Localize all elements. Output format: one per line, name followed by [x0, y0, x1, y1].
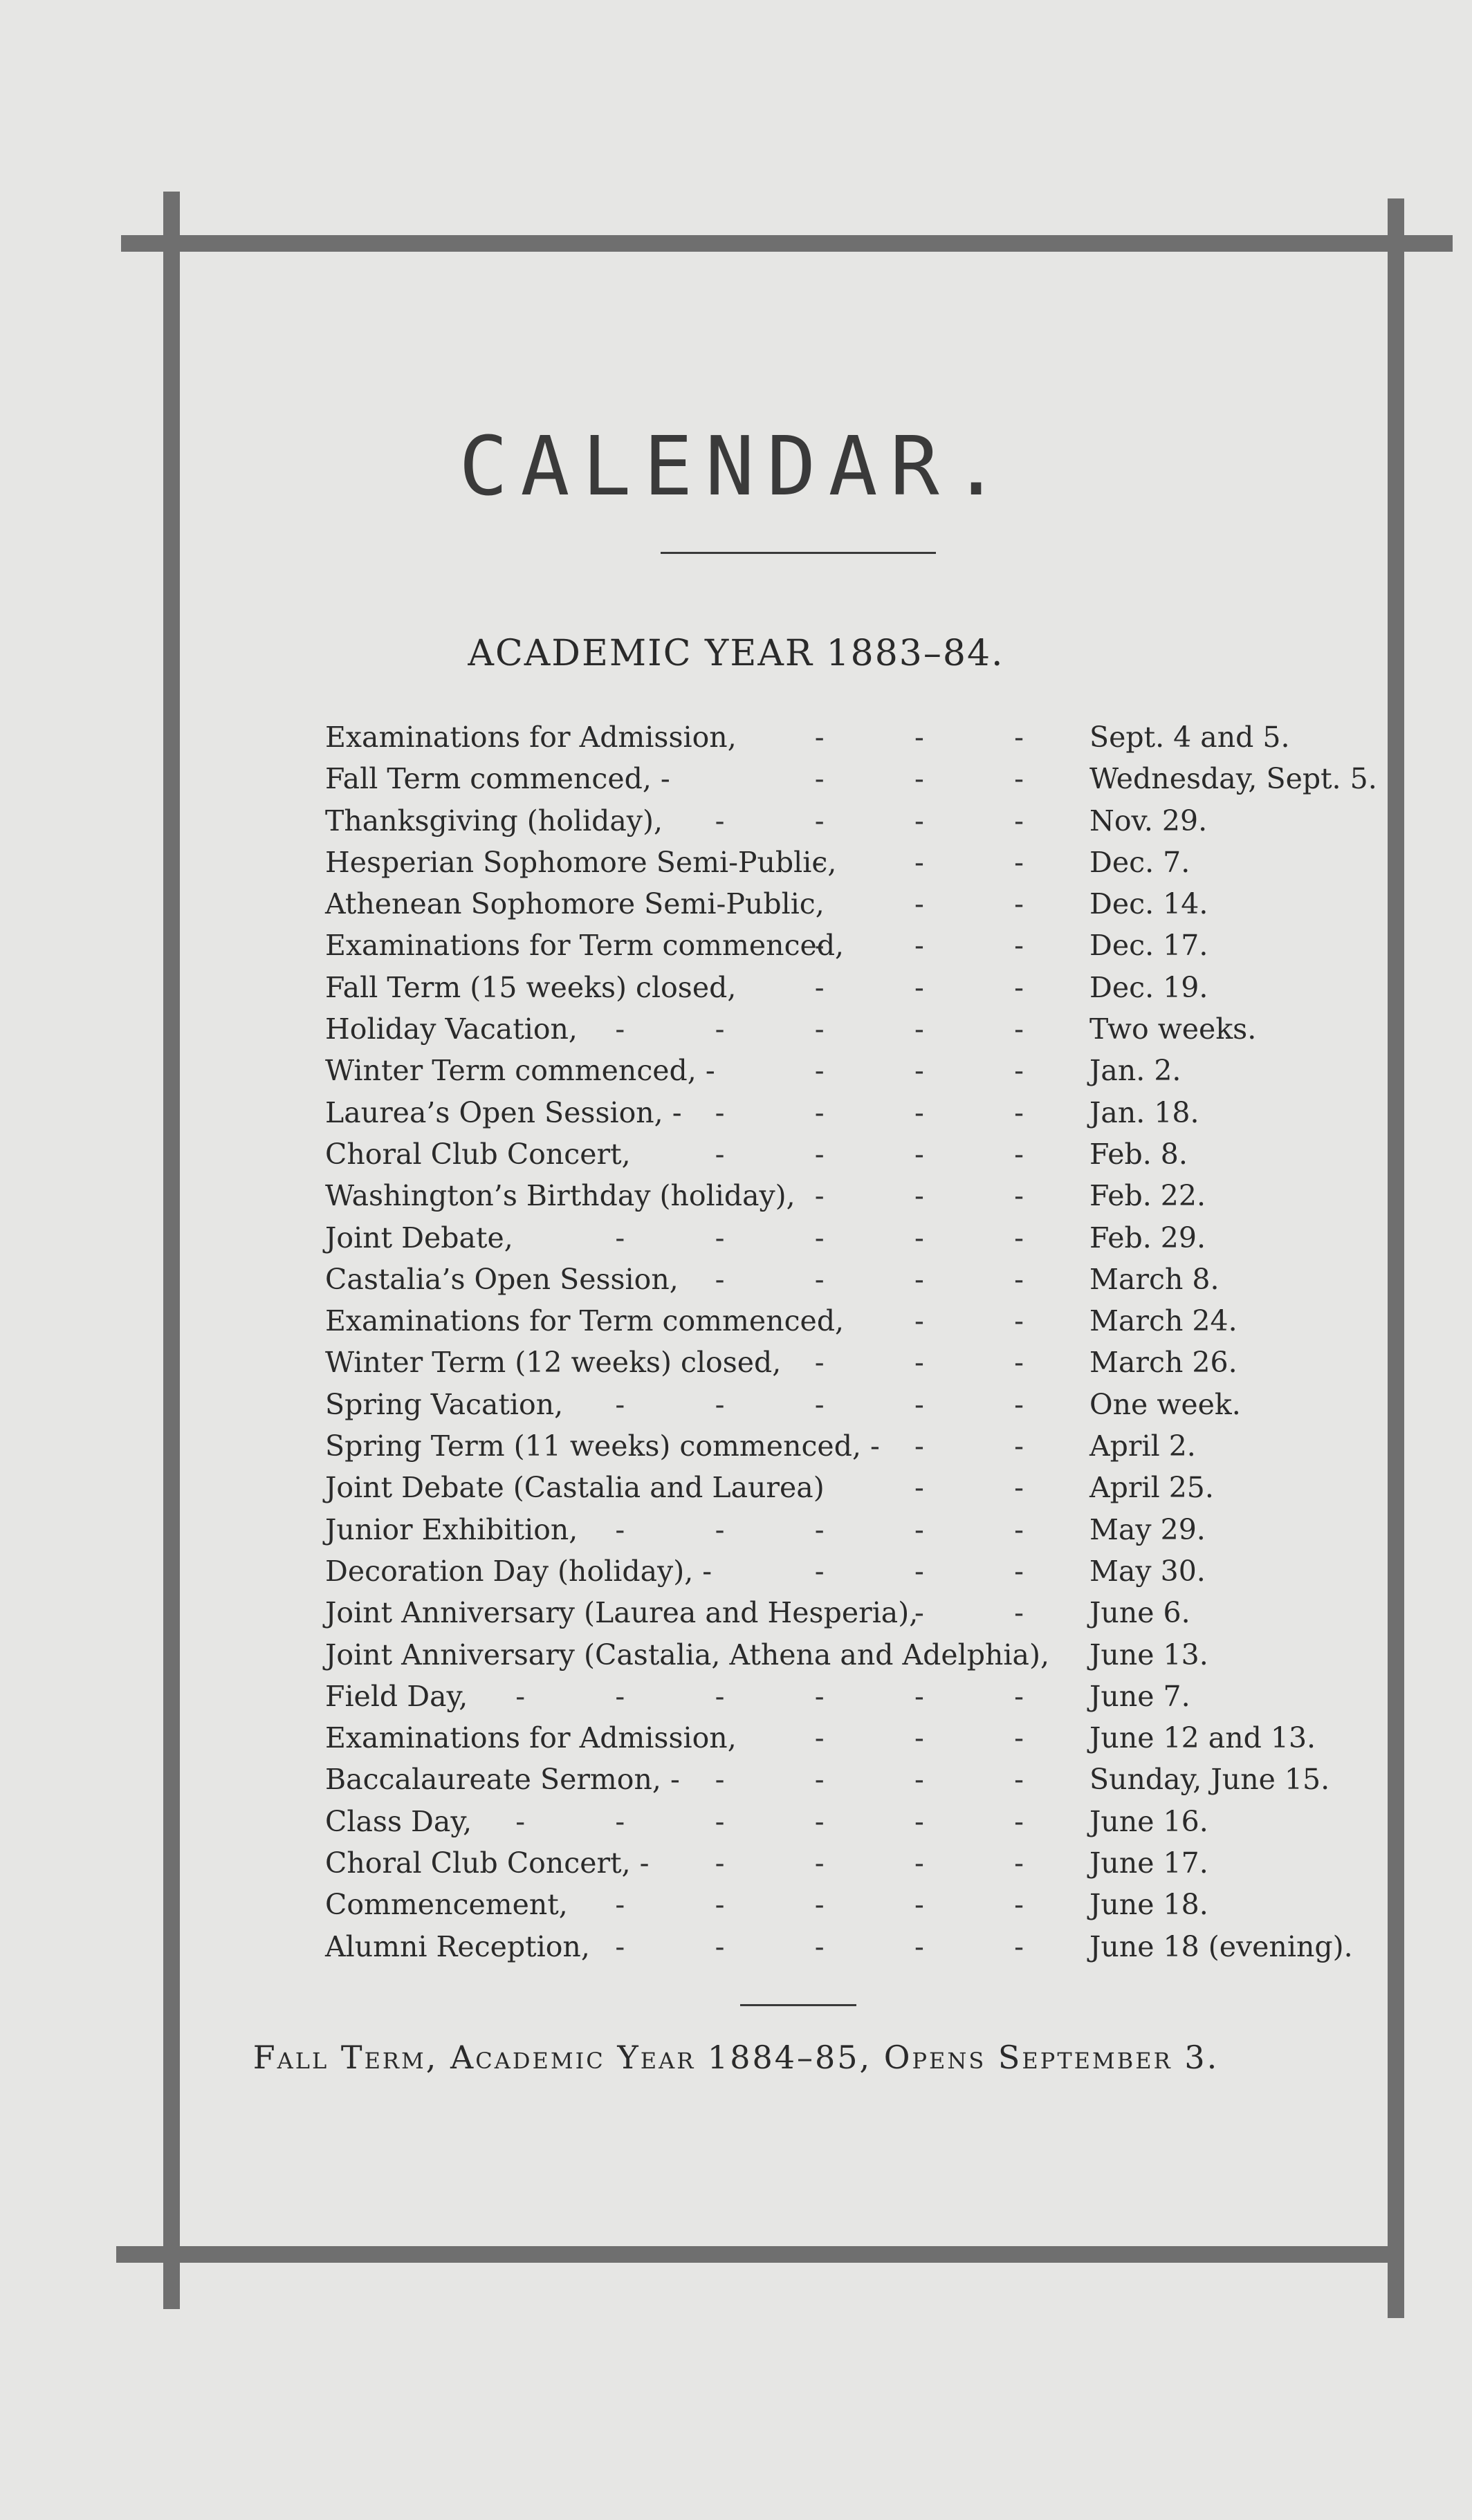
event-date: March 26. — [1089, 1346, 1238, 1380]
event-name: Examinations for Admission, — [325, 721, 737, 754]
event-name: Washington’s Birthday (holiday), — [325, 1179, 795, 1213]
event-row — [325, 1634, 1363, 1676]
event-name: Choral Club Concert, — [325, 1137, 631, 1171]
event-date: June 18 (evening). — [1089, 1929, 1353, 1963]
event-leader-dashes: - - - — [814, 1554, 1024, 1588]
event-row — [325, 1175, 1363, 1216]
event-date: Jan. 2. — [1089, 1054, 1181, 1088]
event-leader-dashes: - - - — [814, 1054, 1024, 1088]
event-date: One week. — [1089, 1387, 1241, 1421]
event-date: May 30. — [1089, 1554, 1206, 1588]
event-row — [325, 1759, 1363, 1800]
event-leader-dashes: - - - - — [715, 1095, 1024, 1129]
event-date: Sept. 4 and 5. — [1089, 721, 1290, 754]
footer-notice: Fall Term, Academic Year 1884–85, Opens September 3. — [252, 2039, 1220, 2076]
event-date: Feb. 8. — [1089, 1137, 1188, 1171]
event-leader-dashes: - - — [914, 1596, 1024, 1630]
event-name: Castalia’s Open Session, — [325, 1262, 679, 1296]
event-row — [325, 758, 1377, 799]
page-title: CALENDAR. — [459, 418, 1013, 514]
event-leader-dashes: - - - - - — [615, 1012, 1024, 1046]
event-date: Sunday, June 15. — [1089, 1763, 1330, 1797]
event-name: Examinations for Term commenced, — [325, 1304, 845, 1338]
event-date: Wednesday, Sept. 5. — [1089, 762, 1377, 796]
event-row — [325, 1926, 1363, 1967]
event-name: Winter Term commenced, - — [325, 1054, 715, 1088]
event-name: Field Day, — [325, 1679, 468, 1713]
event-row — [325, 1592, 1363, 1633]
event-name: Baccalaureate Sermon, - — [325, 1763, 680, 1797]
event-leader-dashes: - - - - - - — [515, 1804, 1024, 1838]
border-rule-right — [1388, 198, 1404, 2318]
event-row — [325, 1008, 1363, 1050]
event-leader-dashes: - - - - — [715, 1137, 1024, 1171]
event-date: June 12 and 13. — [1089, 1721, 1316, 1755]
event-leader-dashes: - - - — [814, 762, 1024, 796]
event-leader-dashes: - - — [914, 1471, 1024, 1505]
event-row — [325, 1509, 1363, 1550]
event-name: Choral Club Concert, - — [325, 1846, 650, 1880]
event-date: Dec. 7. — [1089, 845, 1190, 879]
event-name: Joint Debate, — [325, 1221, 513, 1254]
event-date: June 17. — [1089, 1846, 1208, 1880]
event-name: Spring Vacation, — [325, 1387, 564, 1421]
event-date: June 13. — [1089, 1638, 1208, 1671]
event-row — [325, 883, 1363, 925]
event-leader-dashes: - - - — [814, 1179, 1024, 1213]
event-row — [325, 1217, 1363, 1259]
event-row — [325, 1717, 1363, 1759]
event-row — [325, 1425, 1363, 1467]
event-date: June 16. — [1089, 1804, 1208, 1838]
event-row — [325, 1092, 1363, 1133]
event-leader-dashes: - - - - - — [615, 1387, 1024, 1421]
event-date: June 6. — [1089, 1596, 1190, 1630]
event-row — [325, 1300, 1363, 1342]
event-leader-dashes: - - - — [814, 1346, 1024, 1380]
event-row — [325, 1842, 1363, 1884]
event-leader-dashes: - - - — [814, 1721, 1024, 1755]
event-name: Spring Term (11 weeks) commenced, - — [325, 1429, 880, 1463]
event-leader-dashes: - - - — [814, 721, 1024, 754]
event-leader-dashes: - - - - - — [615, 1512, 1024, 1546]
event-name: Examinations for Term commenced, — [325, 929, 845, 963]
event-date: April 25. — [1089, 1471, 1214, 1505]
event-name: Athenean Sophomore Semi-Public, — [325, 887, 825, 921]
event-row — [325, 1801, 1363, 1842]
event-row — [325, 1259, 1363, 1300]
event-date: March 8. — [1089, 1262, 1220, 1296]
event-name: Junior Exhibition, — [325, 1512, 578, 1546]
border-rule-top — [121, 235, 1453, 252]
event-date: Nov. 29. — [1089, 804, 1208, 837]
event-date: June 7. — [1089, 1679, 1190, 1713]
event-leader-dashes: - - - - - - — [515, 1679, 1024, 1713]
event-leader-dashes: - - - - — [715, 1846, 1024, 1880]
event-date: Dec. 14. — [1089, 887, 1208, 921]
event-name: Decoration Day (holiday), - — [325, 1554, 712, 1588]
event-leader-dashes: - - - — [814, 845, 1024, 879]
event-list — [325, 716, 1377, 1967]
event-date: April 2. — [1089, 1429, 1196, 1463]
event-name: Thanksgiving (holiday), — [325, 804, 663, 837]
event-leader-dashes: - - - — [814, 970, 1024, 1004]
event-leader-dashes: - - - - — [715, 1763, 1024, 1797]
event-row — [325, 1550, 1363, 1592]
event-date: Jan. 18. — [1089, 1095, 1199, 1129]
event-name: Examinations for Admission, — [325, 1721, 737, 1755]
event-row — [325, 1384, 1363, 1425]
event-name: Alumni Reception, — [325, 1929, 590, 1963]
event-name: Holiday Vacation, — [325, 1012, 578, 1046]
event-leader-dashes: - - - - - — [615, 1221, 1024, 1254]
academic-year-heading: ACADEMIC YEAR 1883–84. — [468, 633, 1004, 674]
event-date: Dec. 17. — [1089, 929, 1208, 963]
event-row — [325, 1050, 1363, 1091]
event-leader-dashes: - - - - - — [615, 1929, 1024, 1963]
event-name: Joint Anniversary (Castalia, Athena and Adelphia), — [325, 1638, 1050, 1671]
footer-divider — [740, 2004, 856, 2006]
event-row — [325, 716, 1363, 758]
event-date: May 29. — [1089, 1512, 1206, 1546]
event-leader-dashes: - - — [914, 1304, 1024, 1338]
event-leader-dashes: - - - — [814, 929, 1024, 963]
event-row — [325, 1133, 1363, 1175]
event-name: Class Day, — [325, 1804, 472, 1838]
event-row — [325, 967, 1363, 1008]
event-leader-dashes: - - - - — [715, 804, 1024, 837]
event-row — [325, 800, 1363, 842]
event-date: June 18. — [1089, 1888, 1208, 1922]
border-rule-bottom — [116, 2246, 1404, 2263]
event-name: Fall Term (15 weeks) closed, — [325, 970, 737, 1004]
event-leader-dashes: - - - - - — [615, 1888, 1024, 1922]
event-leader-dashes: - - — [914, 887, 1024, 921]
event-date: Dec. 19. — [1089, 970, 1208, 1004]
event-leader-dashes: - - - - — [715, 1262, 1024, 1296]
event-date: March 24. — [1089, 1304, 1238, 1338]
event-name: Hesperian Sophomore Semi-Public, — [325, 845, 837, 879]
event-row — [325, 1467, 1363, 1508]
event-row — [325, 1884, 1363, 1925]
event-date: Feb. 22. — [1089, 1179, 1206, 1213]
event-name: Winter Term (12 weeks) closed, — [325, 1346, 782, 1380]
title-divider — [661, 552, 936, 554]
event-date: Two weeks. — [1089, 1012, 1257, 1046]
event-name: Joint Anniversary (Laurea and Hesperia), — [325, 1596, 919, 1630]
event-name: Joint Debate (Castalia and Laurea) — [325, 1471, 825, 1505]
event-row — [325, 1676, 1363, 1717]
event-row — [325, 842, 1363, 883]
event-name: Commencement, — [325, 1888, 568, 1922]
event-row — [325, 925, 1363, 966]
event-leader-dashes: - - — [914, 1429, 1024, 1463]
event-name: Laurea’s Open Session, - — [325, 1095, 682, 1129]
event-name: Fall Term commenced, - — [325, 762, 670, 796]
event-row — [325, 1342, 1363, 1383]
event-date: Feb. 29. — [1089, 1221, 1206, 1254]
